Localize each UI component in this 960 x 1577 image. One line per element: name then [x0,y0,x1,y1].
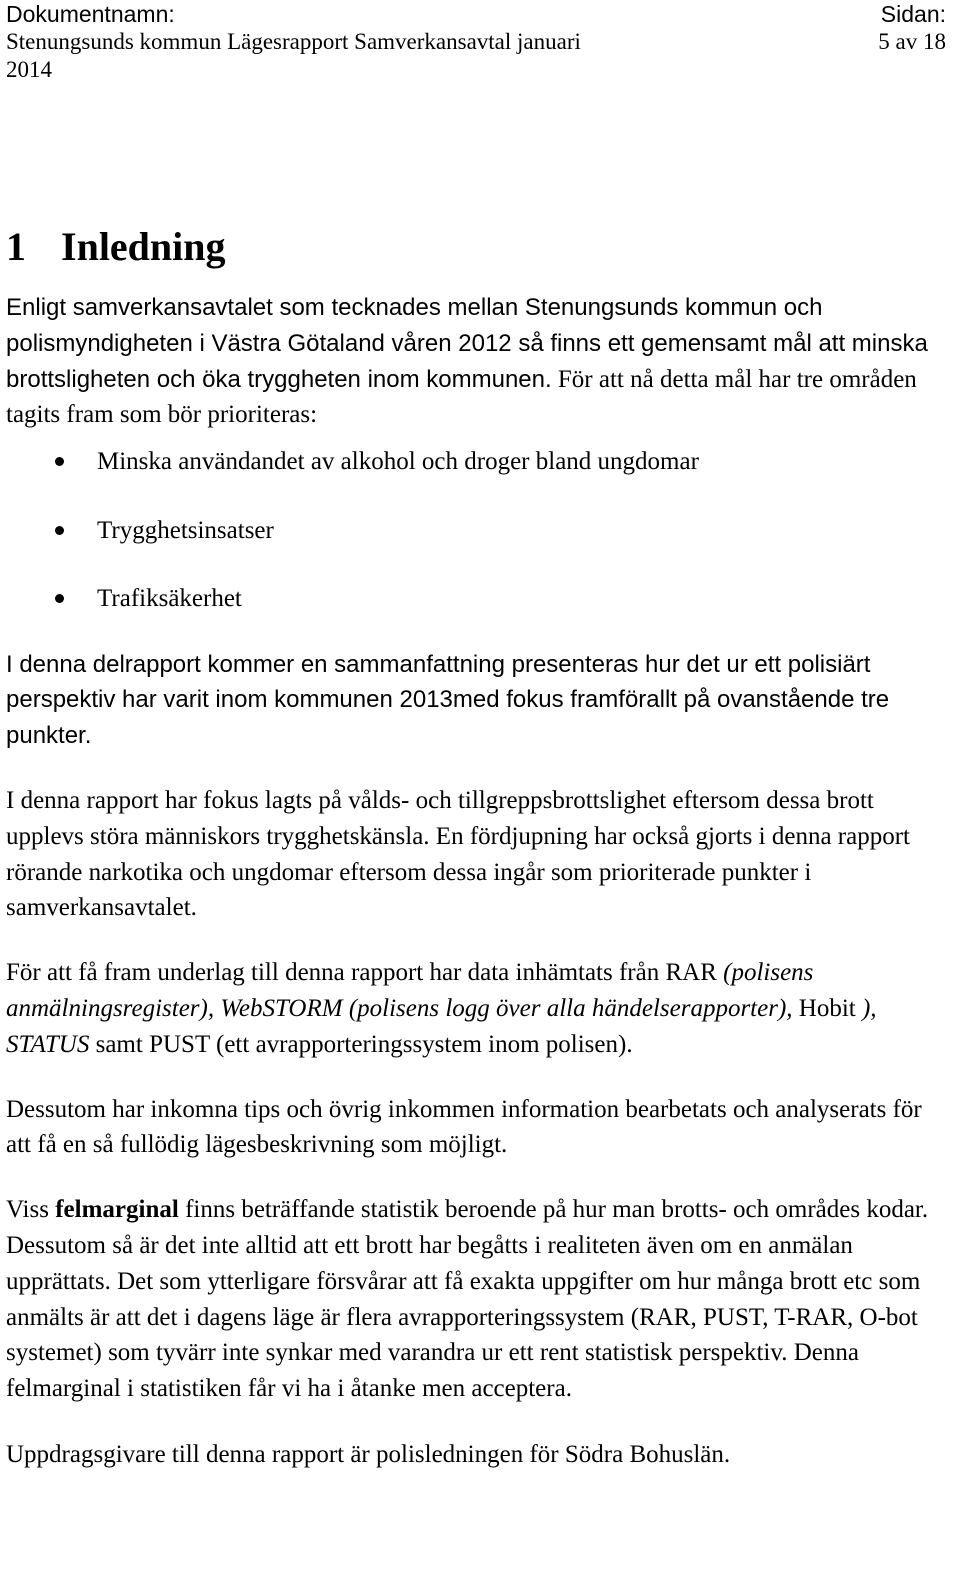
document-name-line1: Stenungsunds kommun Lägesrapport Samverkansavtal januari [6,29,581,54]
intro-paragraph [6,290,952,433]
paragraph-uppdragsgivare: Uppdragsgivare till denna rapport är polisledningen för Södra Bohuslän. [6,1441,731,1469]
list-item: Minska användandet av alkohol och droger bland ungdomar [6,444,952,513]
paragraph-felmarginal: Viss felmarginal finns beträffande statistik beroende på hur man brotts- och områdes kodar. Dessutom så är det inte alltid att ett brott har begåtts i realiteten även om en anmälan upprättats. Det som ytterligare försvårar att få exakta uppgifter om hur många brott etc som anmälts är att det i dagens läge är flera avrapporteringssystem (RAR, PUST, T-RAR, O-bot systemet) som tyvärr inte synkar med varandra ur ett rent statistisk perspektiv. Denna felmarginal i statistiken får vi ha i åtanke men acceptera. [6,1196,929,1403]
section-heading [6,222,952,290]
priority-list [6,444,952,650]
section-number: 1 [6,224,26,269]
paragraph-tips: Dessutom har inkomna tips och övrig inkommen information bearbetats och analyserats för att få en så fullödig lägesbeskrivning som möjligt. [6,1095,922,1159]
intro-text-1: Enligt samverkansavtalet som tecknades mellan Stenungsunds kommun och polismyndigheten i Västra Götaland våren 2012 så finns ett gemensamt mål att minska brottsligheten och öka tryggheten inom kommunen. [6,294,928,393]
document-name-label: Dokumentnamn: [6,1,175,27]
paragraph-fokus: I denna rapport har fokus lagts på vålds- och tillgreppsbrottslighet eftersom dessa brott upplevs störa människors trygghetskänsla. En fördjupning har också gjorts i denna rapport rörande narkotika och ungdomar eftersom dessa ingår som prioriterade punkter i samverkansavtalet. [6,787,910,922]
document-body [6,222,952,1473]
document-name-line2: 2014 [6,57,52,82]
document-name-block [6,0,696,84]
page-label: Sidan: [880,1,946,27]
paragraph-delrapport: I denna delrapport kommer en sammanfattning presenteras hur det ur ett polisiärt perspektiv har varit inom kommunen 2013med fokus framförallt på ovanstående tre punkter. [6,650,890,750]
section-title: Inledning [61,224,226,269]
list-item: Trafiksäkerhet [6,581,952,650]
list-item: Trygghetsinsatser [6,513,952,582]
page-number: 5 av 18 [878,29,946,54]
bullet-icon [55,526,64,535]
bullet-icon [55,457,64,466]
intro-text-2: För att nå detta mål har tre områden tagits fram som bör prioriteras: [6,365,917,429]
bullet-icon [55,594,64,603]
paragraph-underlag: För att få fram underlag till denna rapport har data inhämtats från RAR (polisens anmälningsregister), WebSTORM (polisens logg över alla händelserapporter), Hobit ), STATUS samt PUST (ett avrapporteringssystem inom polisen). [6,959,877,1058]
page-number-block [878,0,946,56]
